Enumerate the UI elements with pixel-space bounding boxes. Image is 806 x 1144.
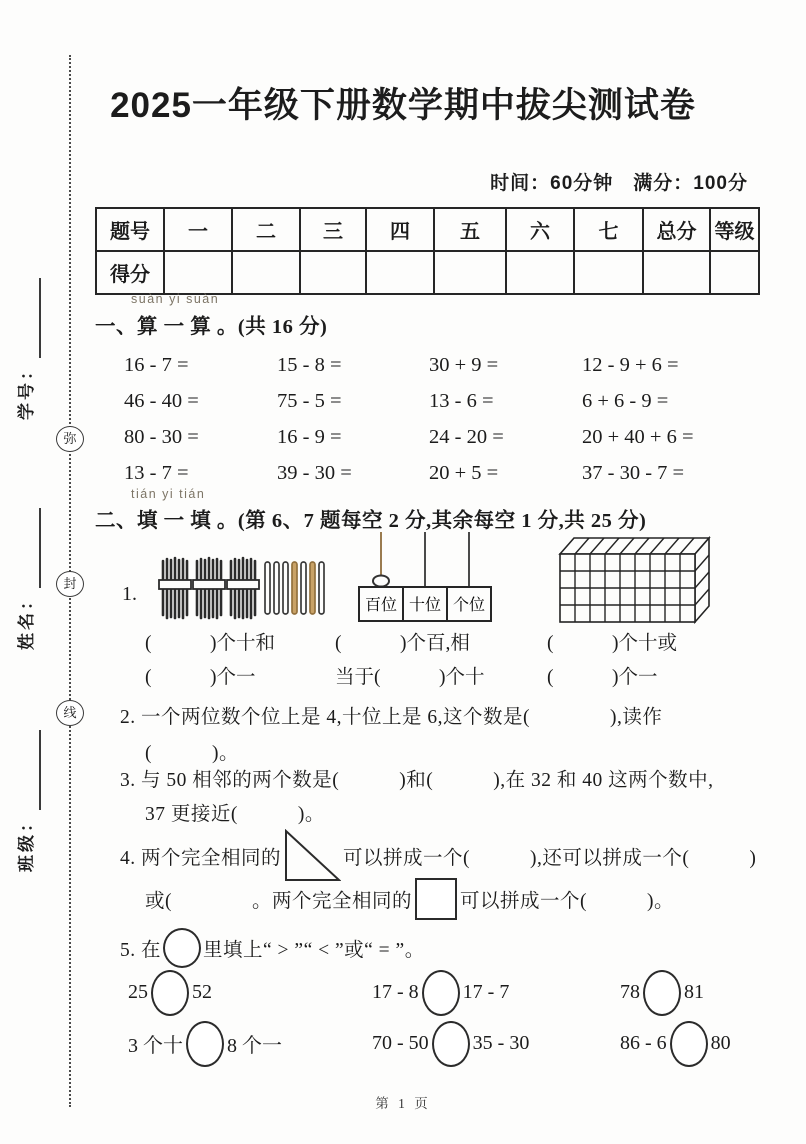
score-row-label: 得分: [96, 251, 164, 294]
place-value-counter-illustration: [356, 530, 506, 625]
problem-item: 24 - 20 =: [429, 426, 504, 448]
square-shape: [415, 878, 457, 920]
comparison-circle: [151, 970, 189, 1016]
q1-blank-text: ( )个百,相: [335, 633, 470, 654]
score-table-score-row: [96, 251, 759, 294]
comparison-right: 35 - 30: [472, 1032, 530, 1054]
q1-blank-text: ( )个十和: [145, 633, 275, 654]
score-cell-empty: [643, 251, 710, 294]
score-table-cell-2: 二: [232, 208, 300, 251]
problem-item: 46 - 40 =: [124, 390, 199, 412]
comparison-item: [128, 970, 372, 1015]
page-footer: 第 1 页: [375, 1096, 431, 1111]
problem-item: 16 - 7 =: [124, 354, 189, 376]
q1-blank-text: ( )个一: [145, 667, 256, 688]
triangle-shape: [283, 829, 341, 883]
tens-place-label: 十位: [408, 597, 442, 614]
problem-item: 6 + 6 - 9 =: [582, 390, 669, 412]
score-table-cell-4: 四: [366, 208, 434, 251]
seal-char-feng: 封: [56, 571, 84, 597]
student-id-label: [14, 278, 41, 420]
score-table-cell-7: 七: [574, 208, 643, 251]
problem-item: 13 - 6 =: [429, 390, 494, 412]
name-label: [14, 508, 41, 650]
q4-text-after-square: 可以拼成一个( )。: [460, 891, 674, 912]
score-table-cell-total: 总分: [643, 208, 710, 251]
seal-char-xian: 线: [56, 700, 84, 726]
score-cell-empty: [300, 251, 366, 294]
q1-text-line2: [145, 661, 755, 689]
comparison-circle: [422, 970, 460, 1016]
score-table-header-row: [96, 208, 759, 251]
base-ten-block-illustration: [552, 526, 742, 631]
arithmetic-problems-grid: [124, 352, 752, 487]
page-title: 2025一年级下册数学期中拔尖测试卷: [110, 86, 696, 125]
comparison-right: 52: [192, 981, 212, 1003]
class-label: [14, 730, 41, 872]
problem-item: 80 - 30 =: [124, 426, 199, 448]
comparison-circle: [432, 1021, 470, 1067]
problem-item: 20 + 5 =: [429, 462, 499, 484]
comparison-left: 17 - 8: [372, 981, 419, 1003]
q4-text-before-square: 或( 。两个完全相同的: [145, 891, 412, 912]
comparison-circle: [643, 970, 681, 1016]
section2-heading: 二、填 一 填 。(第 6、7 题每空 2 分,其余每空 1 分,共 25 分): [95, 510, 647, 532]
bead-hundreds: [373, 576, 389, 587]
score-table-cell-5: 五: [434, 208, 506, 251]
problem-item: 37 - 30 - 7 =: [582, 462, 685, 484]
score-cell-empty: [506, 251, 574, 294]
score-cell-empty: [710, 251, 759, 294]
comparison-item: [620, 970, 731, 1015]
q1-text-line1: [145, 627, 755, 655]
q4-text-after-triangle: 可以拼成一个( ),还可以拼成一个( ): [343, 848, 757, 869]
compare-circle-example: [163, 928, 201, 968]
q5-heading: [120, 928, 425, 968]
sticks-bundles-illustration: [158, 552, 330, 627]
q4-text-line2: [145, 876, 674, 922]
score-cell-empty: [366, 251, 434, 294]
q1-blank-text: ( )个一: [547, 667, 658, 688]
score-cell-empty: [434, 251, 506, 294]
comparison-right: 81: [684, 981, 704, 1003]
problem-item: 30 + 9 =: [429, 354, 499, 376]
score-cell-empty: [574, 251, 643, 294]
comparison-left: 3 个十: [128, 1035, 183, 1057]
comparison-left: 70 - 50: [372, 1032, 429, 1054]
time-score-info: 时间：60分钟 满分：100分: [490, 173, 748, 194]
comparison-item: [372, 1021, 620, 1066]
comparison-right: 17 - 7: [462, 981, 510, 1003]
comparison-left: 25: [128, 981, 148, 1003]
q5-text-before-circle: 5. 在: [120, 940, 162, 961]
student-id-label-text: 学号：: [17, 360, 36, 420]
comparison-right: 80: [710, 1032, 731, 1054]
problem-item: 16 - 9 =: [277, 426, 342, 448]
comparison-item: [128, 1021, 372, 1066]
q1-blank-text: ( )个十或: [547, 633, 677, 654]
name-blank-line: [39, 508, 41, 588]
problem-item: 12 - 9 + 6 =: [582, 354, 679, 376]
q1-number: 1.: [122, 583, 137, 605]
ones-place-label: 个位: [452, 597, 486, 614]
comparison-left: 86 - 6: [620, 1032, 667, 1054]
class-label-text: 班级：: [17, 812, 36, 872]
q4-text-before-triangle: 4. 两个完全相同的: [120, 848, 282, 869]
comparison-right: 8 个一: [227, 1035, 282, 1057]
problem-item: 13 - 7 =: [124, 462, 189, 484]
seal-char-mi: 弥: [56, 426, 84, 452]
comparison-circle: [186, 1021, 224, 1067]
problem-item: 39 - 30 =: [277, 462, 352, 484]
name-label-text: 姓名：: [17, 590, 36, 650]
section1-pinyin: suàn yi suàn: [131, 292, 220, 306]
student-id-blank-line: [39, 278, 41, 358]
q1-blank-text: 当于( )个十: [335, 667, 485, 688]
comparison-circle: [670, 1021, 708, 1067]
score-table-cell-6: 六: [506, 208, 574, 251]
score-cell-empty: [232, 251, 300, 294]
problem-item: 75 - 5 =: [277, 390, 342, 412]
q3-text-line1: 3. 与 50 相邻的两个数是( )和( ),在 32 和 40 这两个数中,: [120, 770, 714, 791]
comparison-item: [372, 970, 620, 1015]
q3-text-line2: 37 更接近( )。: [145, 804, 325, 825]
score-table-cell-question-no: 题号: [96, 208, 164, 251]
score-table-cell-3: 三: [300, 208, 366, 251]
section1-heading: 一、算 一 算 。(共 16 分): [95, 316, 328, 338]
q2-text-line2: ( )。: [145, 743, 239, 764]
q2-text-line1: 2. 一个两位数个位上是 4,十位上是 6,这个数是( ),读作: [120, 707, 663, 728]
score-table-cell-grade: 等级: [710, 208, 759, 251]
score-table-cell-1: 一: [164, 208, 232, 251]
class-blank-line: [39, 730, 41, 810]
hundreds-place-label: 百位: [364, 597, 398, 614]
comparison-grid: [128, 970, 731, 1066]
problem-item: 15 - 8 =: [277, 354, 342, 376]
comparison-left: 78: [620, 981, 640, 1003]
q5-text-after-circle: 里填上“ > ”“ < ”或“ = ”。: [203, 940, 425, 961]
comparison-item: [620, 1021, 731, 1066]
score-cell-empty: [164, 251, 232, 294]
section2-pinyin: tián yi tián: [131, 487, 206, 501]
score-table: [95, 207, 760, 295]
problem-item: 20 + 40 + 6 =: [582, 426, 694, 448]
